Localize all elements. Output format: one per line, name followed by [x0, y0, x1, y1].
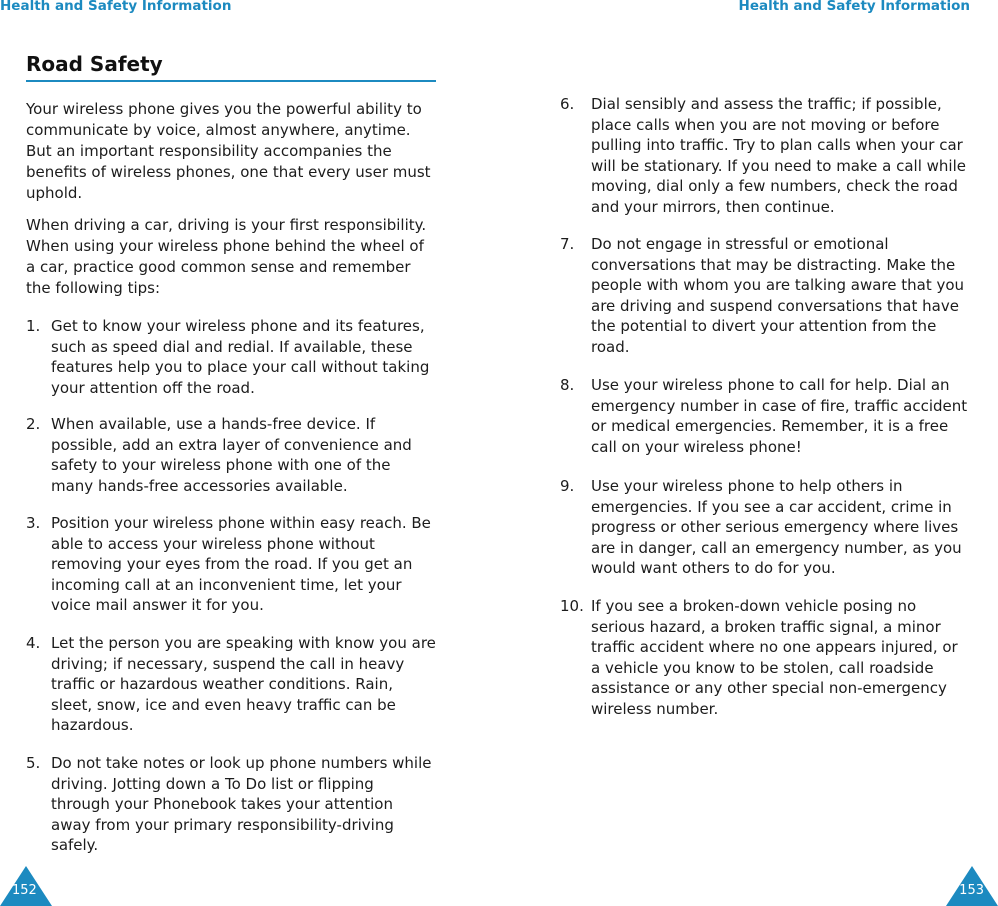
tip-text: Dial sensibly and assess the traffic; if possible, place calls when you are not moving or before pulling into traffic. Try to plan calls when your car will be stationary. If you need to make a call while moving, dial only a few numbers, check the road and your mirrors, then continue. — [591, 95, 966, 216]
tip-text: When available, use a hands-free device. If possible, add an extra layer of convenience and safety to your wireless phone with one of the many hands-free accessories available. — [51, 415, 412, 495]
tip-item-5 — [26, 753, 436, 856]
tip-number: 7. — [560, 235, 575, 253]
tip-text: Use your wireless phone to help others in emergencies. If you see a car accident, crime in progress or other serious emergency where lives are in danger, call an emergency number, as you would want others to do for you. — [591, 477, 962, 577]
intro-paragraph-1: Your wireless phone gives you the powerful ability to communicate by voice, almost anywhere, anytime. But an important responsibility accompanies the benefits of wireless phones, one that every user must uphold. — [26, 100, 431, 202]
page-number-right: 153 — [959, 883, 984, 898]
tip-text: Do not take notes or look up phone numbers while driving. Jotting down a To Do list or flipping through your Phonebook takes your attention away from your primary responsibility-driving safely. — [51, 754, 432, 854]
page-number-left: 152 — [12, 883, 37, 898]
page-header-right: Health and Safety Information — [738, 0, 970, 14]
tip-text: Position your wireless phone within easy reach. Be able to access your wireless phone without removing your eyes from the road. If you get an incoming call at an inconvenient time, let your voice mail answer it for you. — [51, 514, 431, 614]
tip-item-9 — [560, 476, 970, 579]
tip-item-4 — [26, 633, 436, 736]
tip-number: 3. — [26, 514, 41, 532]
tip-number: 10. — [560, 597, 584, 615]
section-title: Road Safety — [26, 52, 436, 82]
tip-item-10 — [560, 596, 970, 719]
tip-item-3 — [26, 513, 436, 616]
tip-number: 5. — [26, 754, 41, 772]
tip-number: 2. — [26, 415, 41, 433]
tip-text: Use your wireless phone to call for help. Dial an emergency number in case of fire, traffic accident or medical emergencies. Remember, it is a free call on your wireless phone! — [591, 376, 968, 456]
tip-item-7 — [560, 234, 970, 357]
tip-number: 1. — [26, 317, 41, 335]
tip-number: 8. — [560, 376, 575, 394]
tip-number: 6. — [560, 95, 575, 113]
tip-text: If you see a broken-down vehicle posing no serious hazard, a broken traffic signal, a minor traffic accident where no one appears injured, or a vehicle you know to be stolen, call roadside assistance or any other special non-emergency wireless number. — [591, 597, 958, 718]
tip-text: Let the person you are speaking with know you are driving; if necessary, suspend the call in heavy traffic or hazardous weather conditions. Rain, sleet, snow, ice and even heavy traffic can be hazardous. — [51, 634, 436, 734]
tip-item-1 — [26, 316, 436, 398]
tip-item-2 — [26, 414, 436, 496]
page-header-left: Health and Safety Information — [0, 0, 232, 14]
tip-number: 4. — [26, 634, 41, 652]
tip-item-8 — [560, 375, 970, 457]
tip-number: 9. — [560, 477, 575, 495]
tip-item-6 — [560, 94, 970, 217]
tip-text: Get to know your wireless phone and its features, such as speed dial and redial. If available, these features help you to place your call without taking your attention off the road. — [51, 317, 430, 397]
tip-text: Do not engage in stressful or emotional conversations that may be distracting. Make the people with whom you are talking aware that you are driving and suspend conversations that have the potential to divert your attention from the road. — [591, 235, 965, 356]
intro-paragraph-2: When driving a car, driving is your first responsibility. When using your wireless phone behind the wheel of a car, practice good common sense and remember the following tips: — [26, 216, 427, 297]
